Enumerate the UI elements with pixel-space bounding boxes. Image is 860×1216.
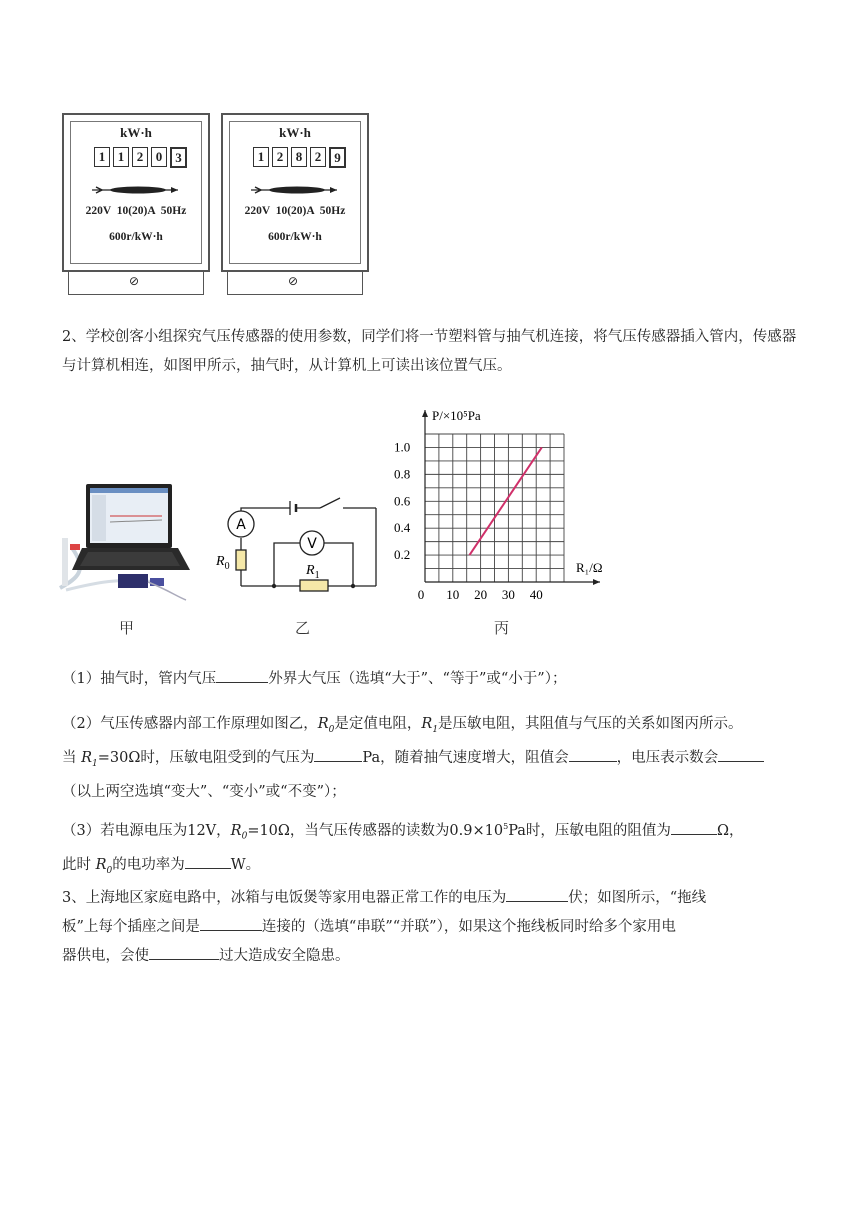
meter-digit: 0 <box>151 147 167 167</box>
x-tick-label: 20 <box>474 587 488 602</box>
meter-rating: 220V 10(20)A 50Hz <box>244 205 346 217</box>
meter-digit: 1 <box>113 147 129 167</box>
voltmeter-label: V <box>307 536 317 552</box>
answer-blank[interactable] <box>506 885 568 902</box>
y-axis-arrow-icon <box>422 410 428 417</box>
energy-meter-1 <box>62 113 210 298</box>
answer-blank[interactable] <box>569 745 617 762</box>
sub-question-2: （2）气压传感器内部工作原理如图乙，$R_0$是定值电阻，$R_1$是压敏电阻，其阻值与气压的关系如图丙所示。 当 $R_1=30\Omega$时，压敏电阻受到的气压为 Pa，随着抽气速度增大，阻值会 ，电压表示数会 （以上两空选填“变大”、“变小”或“不变”）； <box>62 710 807 806</box>
meter-unit: kW·h <box>279 125 311 140</box>
meter-digit: 1 <box>253 147 269 167</box>
answer-blank[interactable] <box>671 818 717 835</box>
question-2-intro: 2、学校创客小组探究气压传感器的使用参数，同学们将一节塑料管与抽气机连接，将气压传感器插入管内，传感器与计算机相连，如图甲所示，抽气时，从计算机上可读出该位置气压。 <box>62 329 797 374</box>
meter-reading <box>253 147 346 168</box>
r1-label: $R_1$ <box>306 563 320 581</box>
y-tick-label: 0.6 <box>394 493 411 509</box>
x-tick-label: 0 <box>417 587 425 602</box>
meter-revolutions: 600r/kW·h <box>109 231 163 243</box>
y-tick-label: 0.4 <box>394 520 411 536</box>
meter-revolutions: 600r/kW·h <box>268 231 322 243</box>
screw-icon: ⊘ <box>288 274 299 288</box>
x-axis-label: R₁/Ω <box>576 560 603 575</box>
meter-unit: kW·h <box>120 125 152 140</box>
sub-question-1: （1）抽气时，管内气压 外界大气压（选填“大于”、“等于”或“小于”）； <box>62 665 802 693</box>
meter-digit: 2 <box>310 147 326 167</box>
x-tick-label: 10 <box>446 587 460 602</box>
x-tick-label: 40 <box>529 587 543 602</box>
question-3: 3、上海地区家庭电路中，冰箱与电饭煲等家用电器正常工作的电压为 伏；如图所示，“拖线 板”上每个插座之间是 连接的（选填“串联”“并联”），如果这个拖线板同时给多个家用电 器供电，会使 过大造成安全隐患。 <box>62 884 802 971</box>
answer-blank[interactable] <box>216 666 268 683</box>
screw-icon: ⊘ <box>129 274 140 288</box>
y-tick-label: 1.0 <box>394 439 411 455</box>
ammeter-label: A <box>236 517 246 533</box>
answer-blank[interactable] <box>718 745 764 762</box>
x-tick-label: 30 <box>501 587 515 602</box>
pressure-resistance-chart <box>392 406 622 602</box>
answer-blank[interactable] <box>200 914 262 931</box>
x-axis-arrow-icon <box>593 579 600 585</box>
answer-blank[interactable] <box>185 852 231 869</box>
meter-reading <box>94 147 187 168</box>
sub-question-3: （3）若电源电压为12V，$R_0=10\Omega$，当气压传感器的读数为$0.9\times 10^5Pa$时，压敏电阻的阻值为 Ω， 此时 $R_0$的电功率为 W。 <box>62 813 802 885</box>
rotating-disc-icon <box>251 183 341 197</box>
meter-digit-decimal: 9 <box>329 147 346 168</box>
circuit-diagram <box>210 493 390 598</box>
figure-label-yi: 乙 <box>295 619 311 637</box>
meter-digit: 2 <box>132 147 148 167</box>
rotating-disc-icon <box>92 183 182 197</box>
r0-label: $R_0$ <box>216 554 230 572</box>
meter-digit: 1 <box>94 147 110 167</box>
meter-rating: 220V 10(20)A 50Hz <box>85 205 187 217</box>
meter-digit-decimal: 3 <box>170 147 187 168</box>
answer-blank[interactable] <box>314 745 362 762</box>
answer-blank[interactable] <box>149 943 219 960</box>
y-tick-label: 0.8 <box>394 466 411 482</box>
y-axis-label: P/×10⁵Pa <box>432 408 481 423</box>
figure-label-bing: 丙 <box>494 619 510 637</box>
meter-digit: 2 <box>272 147 288 167</box>
y-tick-label: 0.2 <box>394 547 411 563</box>
laptop-sensor-photo <box>58 478 200 606</box>
figure-label-jia: 甲 <box>119 619 135 637</box>
energy-meter-2 <box>221 113 369 298</box>
meter-digit: 8 <box>291 147 307 167</box>
